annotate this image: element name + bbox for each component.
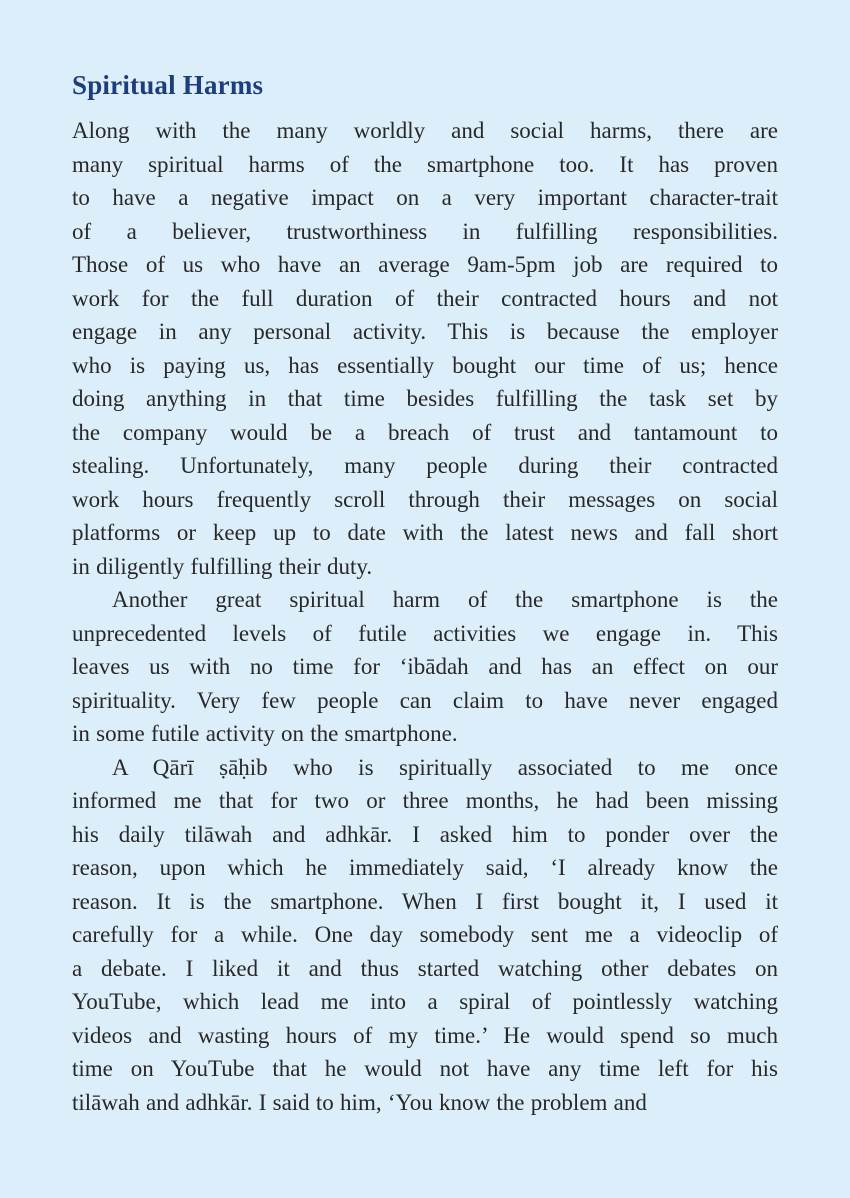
text-line: Those of us who have an average 9am-5pm job are required to bbox=[72, 252, 778, 277]
text-line: doing anything in that time besides fulfilling the task set by bbox=[72, 386, 778, 411]
text-line: Along with the many worldly and social harms, there are bbox=[72, 118, 778, 143]
text-line: many spiritual harms of the smartphone too. It has proven bbox=[72, 151, 778, 177]
text-line: spirituality. Very few people can claim to have never engaged bbox=[72, 687, 778, 713]
text-line: platforms or keep up to date with the latest news and fall short bbox=[72, 520, 778, 545]
text-line: informed me that for two or three months, he had been missing bbox=[72, 788, 778, 813]
text-line: carefully for a while. One day somebody sent me a videoclip of bbox=[72, 922, 778, 947]
text-line: unprecedented levels of futile activities we engage in. This bbox=[72, 620, 778, 646]
text-line: YouTube, which lead me into a spiral of pointlessly watching bbox=[72, 989, 778, 1014]
text-line: tilāwah and adhkār. I said to him, ‘You know the problem and bbox=[72, 1089, 647, 1115]
text-line: leaves us with no time for ‘ibādah and has an effect on our bbox=[72, 654, 778, 679]
text-line: his daily tilāwah and adhkār. I asked him to ponder over the bbox=[72, 821, 778, 847]
paragraph bbox=[72, 751, 778, 1120]
text-line: reason. It is the smartphone. When I first bought it, I used it bbox=[72, 888, 778, 914]
page-title: Spiritual Harms bbox=[72, 70, 264, 100]
paragraph bbox=[72, 583, 778, 751]
text-line: stealing. Unfortunately, many people during their contracted bbox=[72, 453, 778, 478]
body-text bbox=[72, 114, 778, 1119]
text-line: engage in any personal activity. This is because the employer bbox=[72, 319, 778, 344]
text-line: in some futile activity on the smartphone. bbox=[72, 721, 458, 746]
text-line: A Qārī ṣāḥib who is spiritually associated to me once bbox=[112, 754, 778, 780]
text-line: a debate. I liked it and thus started watching other debates on bbox=[72, 955, 778, 981]
text-line: videos and wasting hours of my time.’ He would spend so much bbox=[72, 1022, 778, 1048]
text-line: the company would be a breach of trust and tantamount to bbox=[72, 419, 778, 445]
text-line: in diligently fulfilling their duty. bbox=[72, 553, 373, 579]
text-line: who is paying us, has essentially bought our time of us; hence bbox=[72, 352, 778, 378]
text-line: work for the full duration of their contracted hours and not bbox=[72, 285, 778, 311]
paragraph bbox=[72, 114, 778, 583]
text-line: of a believer, trustworthiness in fulfilling responsibilities. bbox=[72, 218, 778, 244]
text-line: to have a negative impact on a very important character-trait bbox=[72, 185, 778, 210]
text-line: work hours frequently scroll through their messages on social bbox=[72, 486, 778, 512]
text-line: Another great spiritual harm of the smartphone is the bbox=[112, 587, 778, 612]
text-line: time on YouTube that he would not have any time left for his bbox=[72, 1056, 778, 1081]
text-line: reason, upon which he immediately said, ‘I already know the bbox=[72, 855, 778, 880]
